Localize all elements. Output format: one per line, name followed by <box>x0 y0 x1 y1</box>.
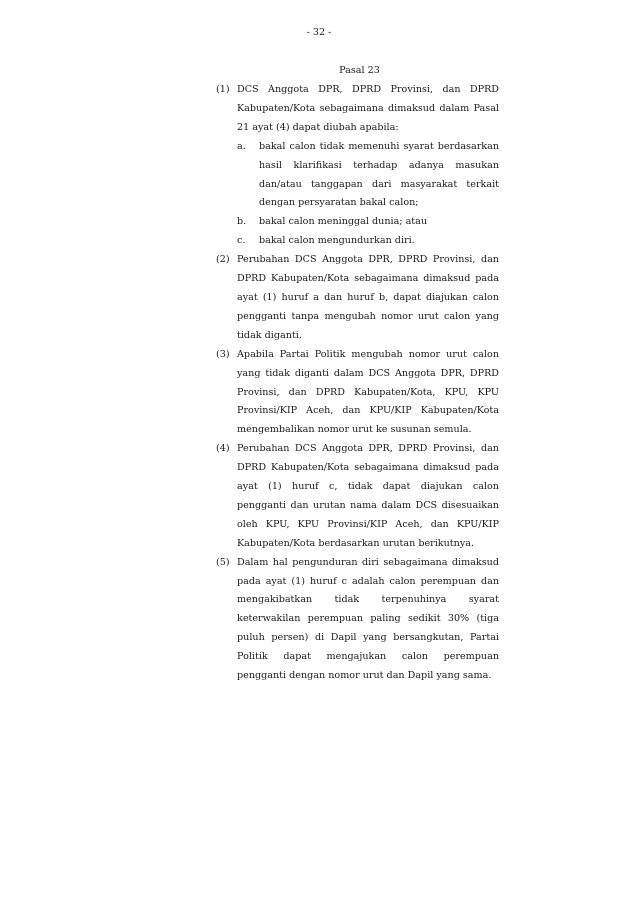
sub-item-label: a. <box>237 140 246 152</box>
clause-1 <box>216 81 499 251</box>
sub-item-label: b. <box>237 216 247 228</box>
sub-item-text: bakal calon tidak memenuhi syarat berdasarkan hasil klarifikasi terhadap adanya masukan dan/atau tanggapan dari masyarakat terkait dengan persyaratan bakal calon; <box>259 140 499 209</box>
clause-4 <box>216 440 499 553</box>
clause-number: (4) <box>216 443 230 455</box>
clause-number: (5) <box>216 556 230 568</box>
page-number: - 32 - <box>306 27 332 38</box>
clause-3 <box>216 346 499 441</box>
clause-text: Dalam hal pengunduran diri sebagaimana dimaksud pada ayat (1) huruf c adalah calon perempuan dan mengakibatkan tidak terpenuhinya syarat keterwakilan perempuan paling sedikit 30% (tiga puluh persen) di Dapil yang bersangkutan, Partai Politik dapat mengajukan calon perempuan pengganti dengan nomor urut dan Dapil yang sama. <box>237 556 499 682</box>
clause-number: (3) <box>216 348 230 360</box>
clause-text: Apabila Partai Politik mengubah nomor urut calon yang tidak diganti dalam DCS Anggota DPR, DPRD Provinsi, dan DPRD Kabupaten/Kota, KPU, KPU Provinsi/KIP Aceh, dan KPU/KIP Kabupaten/Kota mengembalikan nomor urut ke susunan semula. <box>237 348 499 436</box>
clause-5 <box>216 554 499 686</box>
sub-item-label: c. <box>237 235 246 247</box>
sub-item-a <box>237 138 499 214</box>
sub-item-b <box>237 213 499 232</box>
clause-2 <box>216 251 499 346</box>
sub-item-text: bakal calon meninggal dunia; atau <box>259 216 428 228</box>
sub-item-c <box>237 232 499 251</box>
clause-number: (1) <box>216 84 230 95</box>
sub-item-text: bakal calon mengundurkan diri. <box>259 235 415 247</box>
clause-text: Perubahan DCS Anggota DPR, DPRD Provinsi, dan DPRD Kabupaten/Kota sebagaimana dimaksud pada ayat (1) huruf c, tidak dapat diajukan calon pengganti dan urutan nama dalam DCS disesuaikan oleh KPU, KPU Provinsi/KIP Aceh, dan KPU/KIP Kabupaten/Kota berdasarkan urutan berikutnya. <box>237 443 499 549</box>
clause-number: (2) <box>216 254 230 266</box>
article-title: Pasal 23 <box>339 65 380 76</box>
clause-list <box>216 81 499 686</box>
clause-text: Perubahan DCS Anggota DPR, DPRD Provinsi, dan DPRD Kabupaten/Kota sebagaimana dimaksud pada ayat (1) huruf a dan huruf b, dapat diajukan calon pengganti tanpa mengubah nomor urut calon yang tidak diganti. <box>237 254 499 341</box>
clause-text: DCS Anggota DPR, DPRD Provinsi, dan DPRD Kabupaten/Kota sebagaimana dimaksud dalam Pasal 21 ayat (4) dapat diubah apabila: <box>237 84 499 133</box>
